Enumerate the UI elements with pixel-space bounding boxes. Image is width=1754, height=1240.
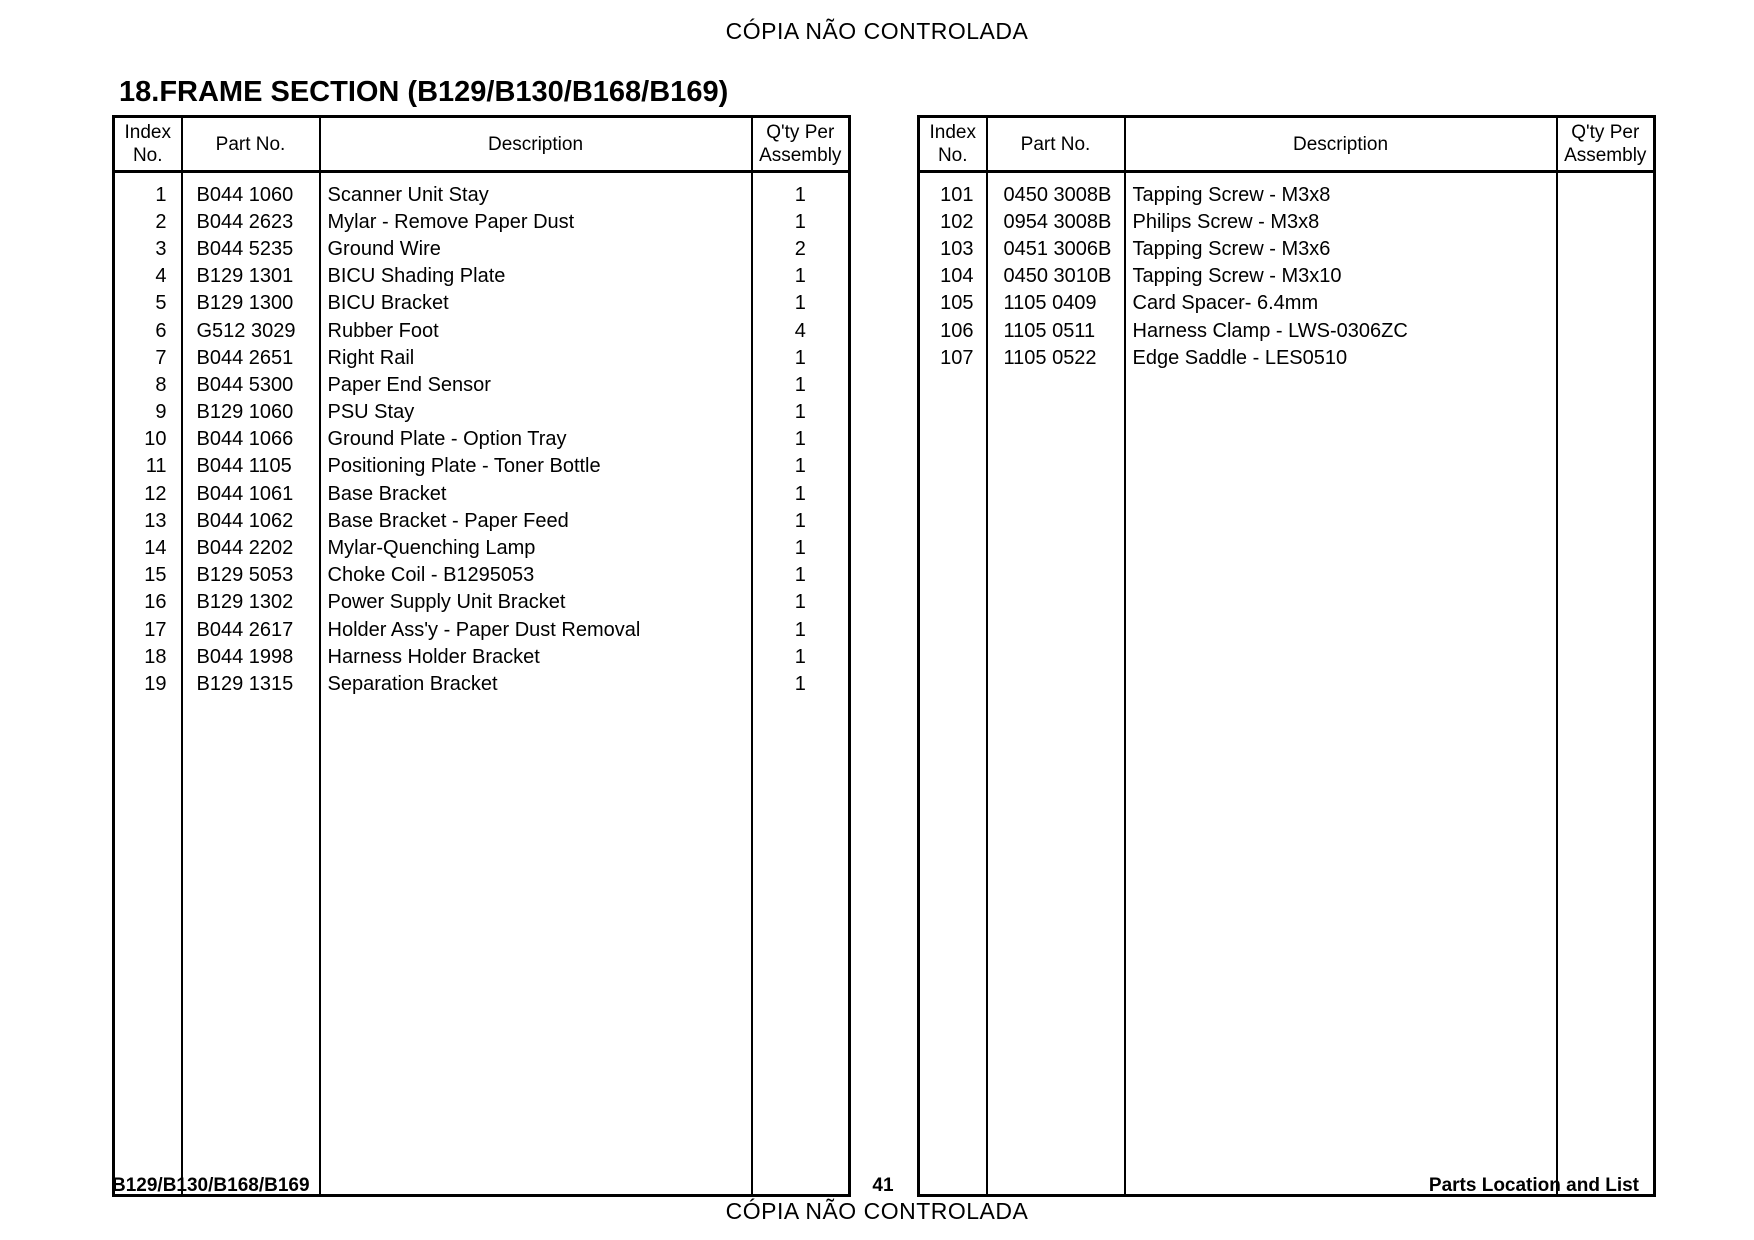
cell-qty: 1 — [752, 562, 850, 589]
cell-part-no: B044 2617 — [182, 616, 320, 643]
table-row — [919, 290, 1655, 317]
cell-part-no: B044 1105 — [182, 453, 320, 480]
watermark-top: CÓPIA NÃO CONTROLADA — [725, 18, 1029, 44]
table-row — [114, 290, 850, 317]
cell-index: 1 — [114, 172, 182, 209]
cell-index: 103 — [919, 235, 987, 262]
cell-index: 9 — [114, 399, 182, 426]
table-row — [114, 562, 850, 589]
cell-qty — [1557, 290, 1655, 317]
cell-part-no: B044 2623 — [182, 208, 320, 235]
empty-cell — [987, 371, 1125, 1195]
cell-part-no: B044 1060 — [182, 172, 320, 209]
cell-qty — [1557, 172, 1655, 209]
cell-part-no: 0954 3008B — [987, 208, 1125, 235]
table-row — [114, 344, 850, 371]
cell-index: 14 — [114, 534, 182, 561]
cell-index: 6 — [114, 317, 182, 344]
cell-index: 105 — [919, 290, 987, 317]
cell-description: Power Supply Unit Bracket — [320, 589, 752, 616]
cell-description: Rubber Foot — [320, 317, 752, 344]
page-title: 18.FRAME SECTION (B129/B130/B168/B169) — [119, 76, 729, 108]
cell-part-no: B129 1315 — [182, 670, 320, 697]
cell-part-no: 1105 0409 — [987, 290, 1125, 317]
cell-index: 106 — [919, 317, 987, 344]
cell-part-no: B044 2202 — [182, 534, 320, 561]
cell-description: Ground Plate - Option Tray — [320, 426, 752, 453]
cell-description: Tapping Screw - M3x10 — [1125, 263, 1557, 290]
cell-index: 107 — [919, 344, 987, 371]
empty-cell — [1557, 371, 1655, 1195]
cell-part-no: B129 1302 — [182, 589, 320, 616]
footer-section-name: Parts Location and List — [1428, 1175, 1639, 1196]
table-row — [114, 589, 850, 616]
cell-qty: 1 — [752, 670, 850, 697]
footer-model-numbers: B129/B130/B168/B169 — [112, 1175, 310, 1196]
cell-part-no: 1105 0522 — [987, 344, 1125, 371]
cell-description: Tapping Screw - M3x8 — [1125, 172, 1557, 209]
cell-description: Card Spacer- 6.4mm — [1125, 290, 1557, 317]
cell-description: Tapping Screw - M3x6 — [1125, 235, 1557, 262]
cell-part-no: 0450 3008B — [987, 172, 1125, 209]
cell-index: 5 — [114, 290, 182, 317]
cell-part-no: B129 1060 — [182, 399, 320, 426]
cell-part-no: B044 1062 — [182, 507, 320, 534]
cell-part-no: G512 3029 — [182, 317, 320, 344]
cell-qty: 1 — [752, 480, 850, 507]
parts-table-right-body — [919, 172, 1655, 1196]
cell-qty: 1 — [752, 589, 850, 616]
cell-part-no: 1105 0511 — [987, 317, 1125, 344]
table-header-row — [919, 117, 1655, 172]
cell-qty: 1 — [752, 643, 850, 670]
cell-part-no: 0450 3010B — [987, 263, 1125, 290]
empty-cell — [752, 698, 850, 1196]
cell-part-no: B129 1300 — [182, 290, 320, 317]
cell-qty — [1557, 208, 1655, 235]
cell-index: 16 — [114, 589, 182, 616]
table-row — [114, 263, 850, 290]
page-number: 41 — [872, 1175, 894, 1196]
cell-qty: 1 — [752, 208, 850, 235]
cell-description: Holder Ass'y - Paper Dust Removal — [320, 616, 752, 643]
column-header-qty: Q'ty Per Assembly — [1557, 117, 1655, 172]
column-header-part-no: Part No. — [182, 117, 320, 172]
cell-description: Harness Clamp - LWS-0306ZC — [1125, 317, 1557, 344]
cell-index: 4 — [114, 263, 182, 290]
table-filler-row — [919, 371, 1655, 1195]
cell-index: 10 — [114, 426, 182, 453]
table-row — [114, 534, 850, 561]
cell-description: Positioning Plate - Toner Bottle — [320, 453, 752, 480]
table-row — [114, 235, 850, 262]
empty-cell — [919, 371, 987, 1195]
cell-part-no: B044 2651 — [182, 344, 320, 371]
cell-index: 2 — [114, 208, 182, 235]
cell-part-no: B044 1061 — [182, 480, 320, 507]
column-header-index: Index No. — [114, 117, 182, 172]
table-header-row — [114, 117, 850, 172]
cell-qty: 1 — [752, 344, 850, 371]
cell-description: Philips Screw - M3x8 — [1125, 208, 1557, 235]
cell-qty — [1557, 235, 1655, 262]
cell-qty — [1557, 344, 1655, 371]
cell-index: 101 — [919, 172, 987, 209]
cell-part-no: B044 5300 — [182, 371, 320, 398]
table-row — [114, 453, 850, 480]
cell-index: 11 — [114, 453, 182, 480]
cell-part-no: B044 1066 — [182, 426, 320, 453]
cell-qty: 1 — [752, 290, 850, 317]
cell-qty: 1 — [752, 453, 850, 480]
table-row — [114, 399, 850, 426]
column-header-qty: Q'ty Per Assembly — [752, 117, 850, 172]
table-row — [919, 208, 1655, 235]
empty-cell — [182, 698, 320, 1196]
watermark-bottom: CÓPIA NÃO CONTROLADA — [725, 1198, 1029, 1224]
cell-qty: 1 — [752, 616, 850, 643]
cell-qty: 1 — [752, 534, 850, 561]
cell-description: Mylar - Remove Paper Dust — [320, 208, 752, 235]
cell-index: 7 — [114, 344, 182, 371]
empty-cell — [1125, 371, 1557, 1195]
table-row — [114, 480, 850, 507]
cell-description: BICU Shading Plate — [320, 263, 752, 290]
column-header-index: Index No. — [919, 117, 987, 172]
parts-table-left — [112, 115, 851, 1197]
cell-index: 19 — [114, 670, 182, 697]
parts-table-left-body — [114, 172, 850, 1196]
cell-description: Paper End Sensor — [320, 371, 752, 398]
cell-qty: 4 — [752, 317, 850, 344]
cell-index: 8 — [114, 371, 182, 398]
cell-part-no: B044 5235 — [182, 235, 320, 262]
cell-qty: 2 — [752, 235, 850, 262]
cell-index: 18 — [114, 643, 182, 670]
table-row — [114, 426, 850, 453]
cell-qty: 1 — [752, 371, 850, 398]
cell-index: 15 — [114, 562, 182, 589]
cell-description: Scanner Unit Stay — [320, 172, 752, 209]
table-filler-row — [114, 698, 850, 1196]
table-row — [114, 616, 850, 643]
cell-qty: 1 — [752, 507, 850, 534]
column-header-description: Description — [1125, 117, 1557, 172]
table-row — [114, 670, 850, 697]
cell-index: 12 — [114, 480, 182, 507]
cell-qty: 1 — [752, 172, 850, 209]
table-row — [114, 172, 850, 209]
cell-qty: 1 — [752, 426, 850, 453]
table-row — [919, 317, 1655, 344]
cell-description: Ground Wire — [320, 235, 752, 262]
cell-qty — [1557, 263, 1655, 290]
cell-description: Base Bracket - Paper Feed — [320, 507, 752, 534]
table-row — [919, 172, 1655, 209]
table-row — [114, 208, 850, 235]
table-row — [919, 263, 1655, 290]
parts-table-right — [917, 115, 1656, 1197]
table-row — [114, 371, 850, 398]
cell-description: Harness Holder Bracket — [320, 643, 752, 670]
table-row — [114, 643, 850, 670]
column-header-description: Description — [320, 117, 752, 172]
table-row — [114, 507, 850, 534]
cell-description: Base Bracket — [320, 480, 752, 507]
cell-index: 102 — [919, 208, 987, 235]
cell-qty: 1 — [752, 263, 850, 290]
cell-qty — [1557, 317, 1655, 344]
cell-index: 17 — [114, 616, 182, 643]
cell-qty: 1 — [752, 399, 850, 426]
table-row — [919, 344, 1655, 371]
cell-part-no: B129 1301 — [182, 263, 320, 290]
cell-description: Choke Coil - B1295053 — [320, 562, 752, 589]
cell-part-no: B129 5053 — [182, 562, 320, 589]
cell-index: 3 — [114, 235, 182, 262]
table-row — [919, 235, 1655, 262]
table-row — [114, 317, 850, 344]
cell-part-no: B044 1998 — [182, 643, 320, 670]
empty-cell — [114, 698, 182, 1196]
column-header-part-no: Part No. — [987, 117, 1125, 172]
cell-description: Right Rail — [320, 344, 752, 371]
cell-description: Edge Saddle - LES0510 — [1125, 344, 1557, 371]
cell-index: 104 — [919, 263, 987, 290]
cell-description: PSU Stay — [320, 399, 752, 426]
empty-cell — [320, 698, 752, 1196]
cell-description: Separation Bracket — [320, 670, 752, 697]
cell-index: 13 — [114, 507, 182, 534]
cell-part-no: 0451 3006B — [987, 235, 1125, 262]
cell-description: BICU Bracket — [320, 290, 752, 317]
cell-description: Mylar-Quenching Lamp — [320, 534, 752, 561]
